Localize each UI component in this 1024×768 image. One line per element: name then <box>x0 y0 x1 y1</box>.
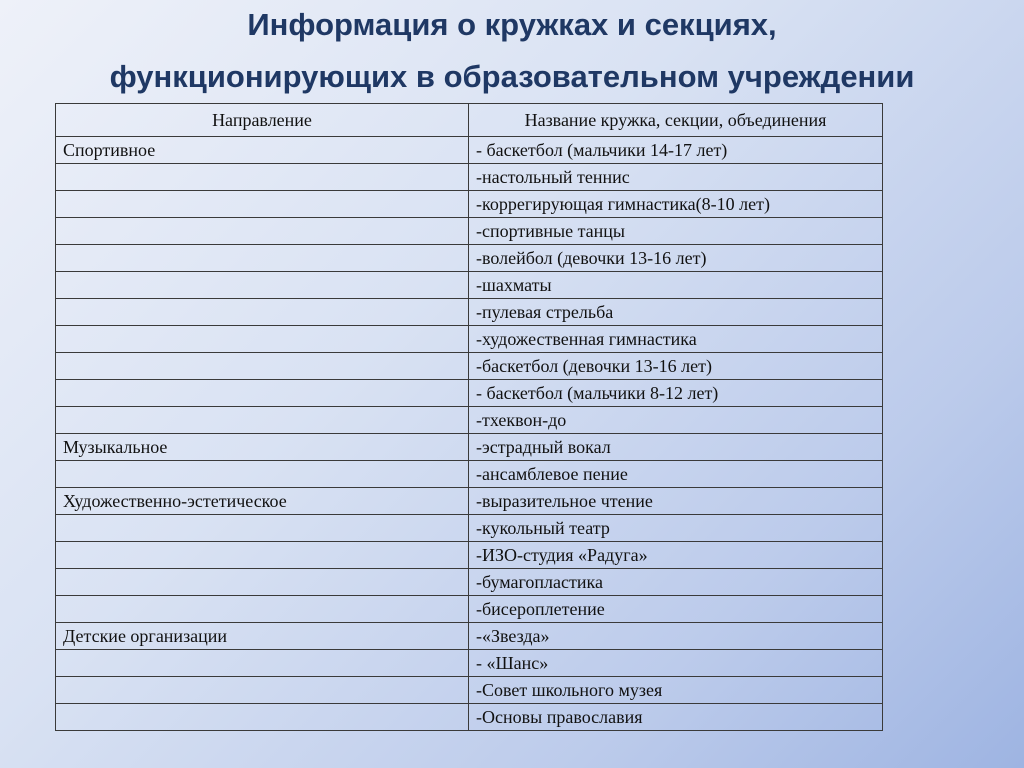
direction-cell: Художественно-эстетическое <box>56 488 469 515</box>
table-row <box>56 704 883 731</box>
club-name-cell: -шахматы <box>469 272 883 299</box>
direction-cell <box>56 299 469 326</box>
column-header-club-name: Название кружка, секции, объединения <box>469 104 883 137</box>
table-row <box>56 353 883 380</box>
direction-cell: Спортивное <box>56 137 469 164</box>
club-name-cell: -выразительное чтение <box>469 488 883 515</box>
table-row <box>56 677 883 704</box>
table-row <box>56 434 883 461</box>
direction-cell <box>56 353 469 380</box>
direction-cell <box>56 272 469 299</box>
table-row <box>56 272 883 299</box>
club-name-cell: -художественная гимнастика <box>469 326 883 353</box>
club-name-cell: -настольный теннис <box>469 164 883 191</box>
table-body <box>56 137 883 731</box>
club-name-cell: -тхеквон-до <box>469 407 883 434</box>
club-name-cell: -пулевая стрельба <box>469 299 883 326</box>
table-row <box>56 299 883 326</box>
club-name-cell: -бисероплетение <box>469 596 883 623</box>
direction-cell <box>56 542 469 569</box>
club-name-cell: -эстрадный вокал <box>469 434 883 461</box>
table-row <box>56 407 883 434</box>
direction-cell <box>56 515 469 542</box>
table-row <box>56 650 883 677</box>
table-row <box>56 218 883 245</box>
direction-cell <box>56 596 469 623</box>
direction-cell <box>56 677 469 704</box>
table-row <box>56 596 883 623</box>
direction-cell <box>56 218 469 245</box>
table-row <box>56 488 883 515</box>
direction-cell <box>56 461 469 488</box>
table-row <box>56 191 883 218</box>
direction-cell <box>56 407 469 434</box>
club-name-cell: -Совет школьного музея <box>469 677 883 704</box>
club-name-cell: -баскетбол (девочки 13-16 лет) <box>469 353 883 380</box>
club-name-cell: -бумагопластика <box>469 569 883 596</box>
direction-cell <box>56 704 469 731</box>
direction-cell: Детские организации <box>56 623 469 650</box>
club-name-cell: -Основы православия <box>469 704 883 731</box>
direction-cell: Музыкальное <box>56 434 469 461</box>
direction-cell <box>56 569 469 596</box>
club-name-cell: -волейбол (девочки 13-16 лет) <box>469 245 883 272</box>
table-row <box>56 245 883 272</box>
table-row <box>56 164 883 191</box>
table-row <box>56 461 883 488</box>
direction-cell <box>56 164 469 191</box>
table-row <box>56 542 883 569</box>
direction-cell <box>56 245 469 272</box>
page-title-line-1: Информация о кружках и секциях, <box>247 7 777 42</box>
direction-cell <box>56 326 469 353</box>
table-row <box>56 515 883 542</box>
direction-cell <box>56 650 469 677</box>
table-header-row <box>56 104 883 137</box>
clubs-table <box>55 103 883 731</box>
club-name-cell: -коррегирующая гимнастика(8-10 лет) <box>469 191 883 218</box>
direction-cell <box>56 191 469 218</box>
table-row <box>56 137 883 164</box>
club-name-cell: -кукольный театр <box>469 515 883 542</box>
club-name-cell: -спортивные танцы <box>469 218 883 245</box>
table-row <box>56 623 883 650</box>
page-title <box>0 0 1024 102</box>
page-title-line-2: функционирующих в образовательном учреждении <box>109 59 915 94</box>
club-name-cell: -ансамблевое пение <box>469 461 883 488</box>
club-name-cell: - «Шанс» <box>469 650 883 677</box>
club-name-cell: - баскетбол (мальчики 8-12 лет) <box>469 380 883 407</box>
club-name-cell: -«Звезда» <box>469 623 883 650</box>
table-row <box>56 380 883 407</box>
column-header-direction: Направление <box>56 104 469 137</box>
direction-cell <box>56 380 469 407</box>
table-row <box>56 569 883 596</box>
club-name-cell: -ИЗО-студия «Радуга» <box>469 542 883 569</box>
table-row <box>56 326 883 353</box>
club-name-cell: - баскетбол (мальчики 14-17 лет) <box>469 137 883 164</box>
